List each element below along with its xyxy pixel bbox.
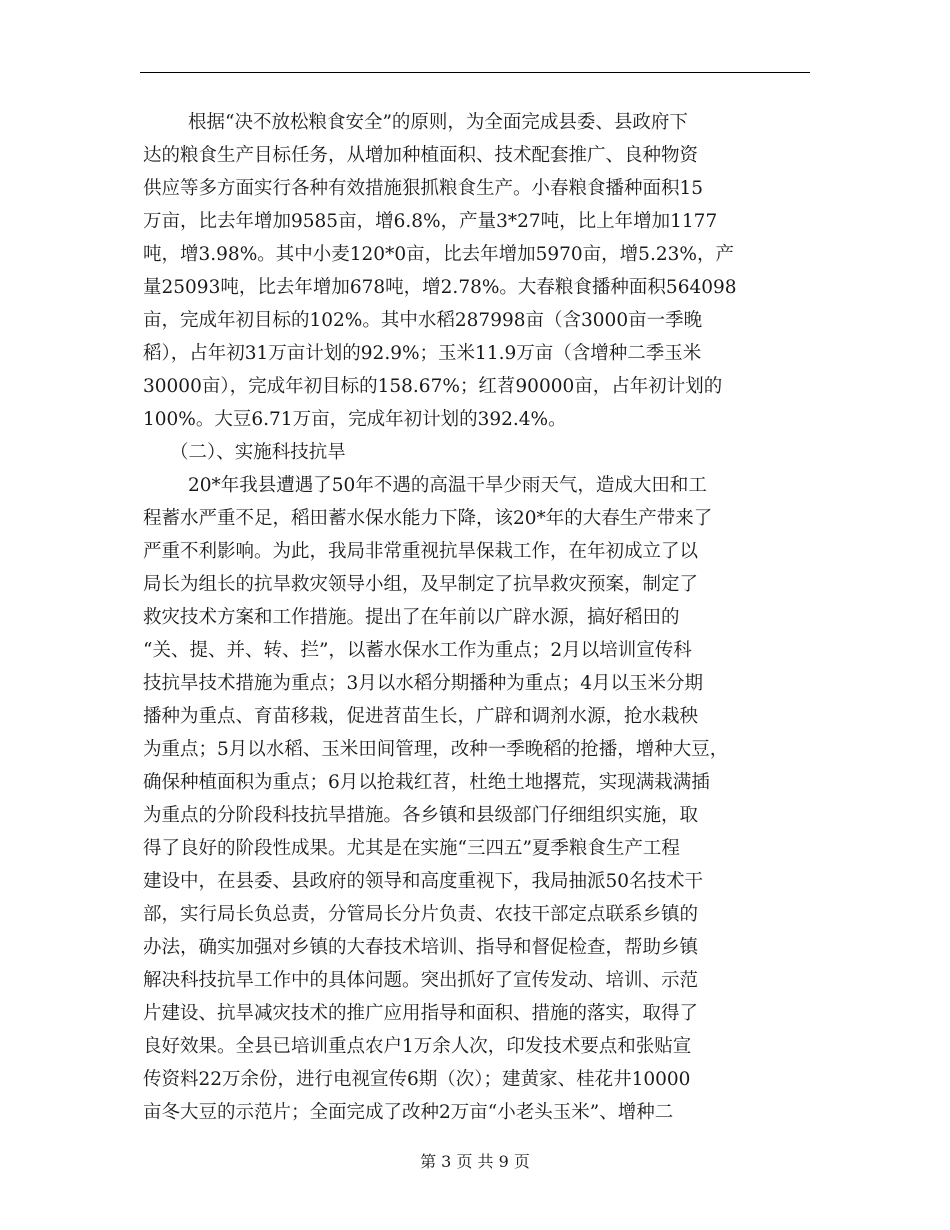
text-line: 为重点的分阶段科技抗旱措施。各乡镇和县级部门仔细组织实施，取	[143, 805, 699, 826]
text-line: 达的粮食生产目标任务，从增加种植面积、技术配套推广、良种物资	[143, 145, 699, 166]
text-line: 30000亩），完成年初目标的158.67%；红苕90000亩，占年初计划的	[143, 376, 723, 397]
text-line: 供应等多方面实行各种有效措施狠抓粮食生产。小春粮食播种面积15	[143, 178, 704, 199]
text-line: 部，实行局长负总责，分管局长分片负责、农技干部定点联系乡镇的	[143, 904, 699, 925]
text-line: 吨，增3.98%。其中小麦120*0亩，比去年增加5970亩，增5.23%，产	[143, 244, 734, 265]
text-line: “关、提、并、转、拦”，以蓄水保水工作为重点；2月以培训宣传科	[143, 640, 692, 661]
text-line: 局长为组长的抗旱救灾领导小组，及早制定了抗旱救灾预案，制定了	[143, 574, 699, 595]
text-line: 良好效果。全县已培训重点农户1万余人次，印发技术要点和张贴宣	[143, 1036, 692, 1057]
text-line: 救灾技术方案和工作措施。提出了在年前以广辟水源，搞好稻田的	[143, 607, 680, 628]
text-line: 亩冬大豆的示范片；全面完成了改种2万亩“小老头玉米”、增种二	[143, 1102, 674, 1123]
text-line: 万亩，比去年增加9585亩，增6.8%，产量3*27吨，比上年增加1177	[143, 211, 718, 232]
text-line: 解决科技抗旱工作中的具体问题。突出抓好了宣传发动、培训、示范	[143, 970, 699, 991]
text-line: 传资料22万余份，进行电视宣传6期（次）；建黄家、桂花井10000	[143, 1069, 691, 1090]
header-rule	[140, 72, 810, 73]
text-line: 片建设、抗旱减灾技术的推广应用指导和面积、措施的落实，取得了	[143, 1003, 699, 1024]
text-line: 为重点；5月以水稻、玉米田间管理，改种一季晚稻的抢播，增种大豆，	[143, 739, 729, 760]
text-line: 亩，完成年初目标的102%。其中水稻287998亩（含3000亩一季晚	[143, 310, 703, 331]
text-line: 严重不利影响。为此，我局非常重视抗旱保栽工作，在年初成立了以	[143, 541, 699, 562]
text-line: 办法，确实加强对乡镇的大春技术培训、指导和督促检查，帮助乡镇	[143, 937, 699, 958]
section-heading: （二）、实施科技抗旱	[170, 442, 346, 463]
text-line: 播种为重点、育苗移栽，促进苕苗生长，广辟和调剂水源，抢水栽秧	[143, 706, 699, 727]
text-line: 稻），占年初31万亩计划的92.9%；玉米11.9万亩（含增种二季玉米	[143, 343, 702, 364]
text-line: 100%。大豆6.71万亩，完成年初计划的392.4%。	[143, 409, 567, 430]
text-line: 20*年我县遭遇了50年不遇的高温干旱少雨天气，造成大田和工	[188, 475, 707, 496]
page-number: 第 3 页 共 9 页	[420, 1152, 530, 1171]
text-line: 根据“决不放松粮食安全”的原则，为全面完成县委、县政府下	[188, 112, 688, 133]
text-line: 得了良好的阶段性成果。尤其是在实施“三四五”夏季粮食生产工程	[143, 838, 680, 859]
text-line: 确保种植面积为重点；6月以抢栽红苕，杜绝土地撂荒，实现满栽满插	[143, 772, 710, 793]
text-line: 程蓄水严重不足，稻田蓄水保水能力下降，该20*年的大春生产带来了	[143, 508, 713, 529]
text-line: 量25093吨，比去年增加678吨，增2.78%。大春粮食播种面积564098	[143, 277, 737, 298]
text-line: 建设中，在县委、县政府的领导和高度重视下，我局抽派50名技术干	[143, 871, 704, 892]
text-line: 技抗旱技术措施为重点；3月以水稻分期播种为重点；4月以玉米分期	[143, 673, 704, 694]
